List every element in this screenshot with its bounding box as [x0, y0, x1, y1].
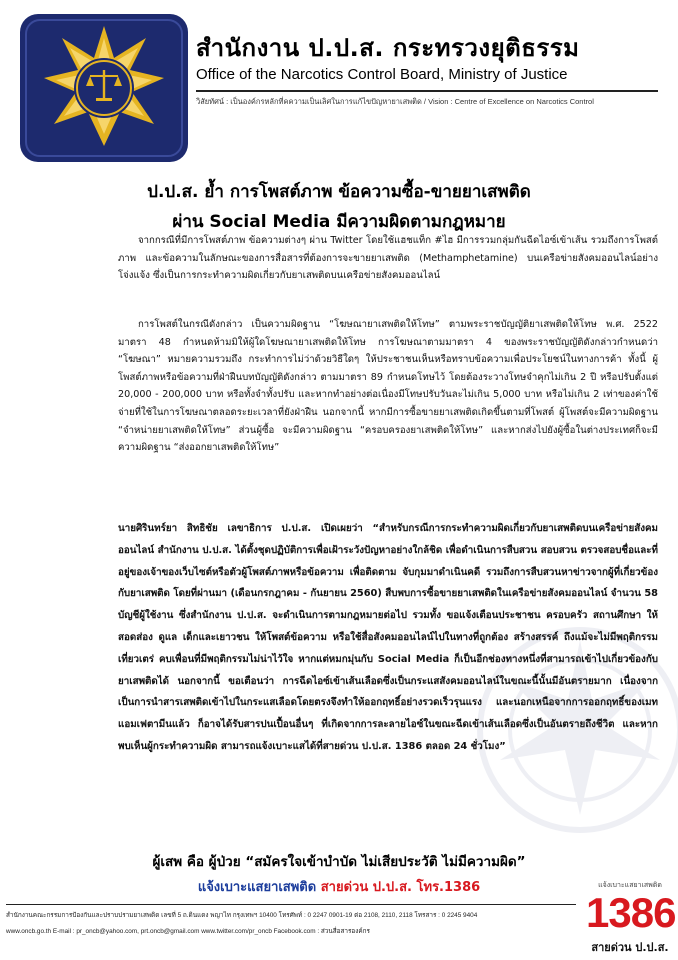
hotline-number: สายด่วน ป.ป.ส. โทร.1386: [320, 880, 481, 895]
slogan-line-2: [0, 876, 678, 897]
hotline-badge-sub-text: สายด่วน ป.ป.ส.: [591, 941, 669, 954]
body-paragraph-2-text: การโพสต์ในกรณีดังกล่าว เป็นความผิดฐาน “โฆษณายาเสพติดให้โทษ” ตามพระราชบัญญัติยาเสพติดให้โทษ พ.ศ. 2522 มาตรา 48 กำหนดห้ามมิให้ผู้ใดโฆษณายาเสพติดให้โทษ การโฆษณาตามมาตรา 4 ของพระราชบัญญัติดังกล่าวกำหนดว่า “โฆษณา” หมายความรวมถึง กระทำการไม่ว่าด้วยวิธีใดๆ ให้ประชาชนเห็นหรือทราบข้อความเพื่อประโยชน์ในทางการค้า ทั้งนี้ ผู้โพสต์ภาพหรือข้อความที่ฝ่าฝืนบทบัญญัติดังกล่าว ตามมาตรา 89 กำหนดโทษไว้ โดยต้องระวางโทษจำคุกไม่เกิน 2 ปี หรือปรับตั้งแต่ 20,000 - 200,000 บาท หรือทั้งจำทั้งปรับ และหากทำอย่างต่อเนื่องมีโทษปรับวันละไม่เกิน 5,000 บาท หรือไม่เกิน 2 เท่าของค่าใช้จ่ายที่ใช้ในการโฆษณาตลอดระยะเวลาที่ยังฝ่าฝืน นอกจากนี้ หากมีการซื้อขายยาเสพติดเกิดขึ้นตามที่โพสต์ ผู้โพสต์จะมีความผิดฐาน “จำหน่ายยาเสพติดให้โทษ” ส่วนผู้ซื้อ จะมีความผิดฐาน “ครอบครองยาเสพติดให้โทษ” และหากส่งไปยังผู้ซื้อในต่างประเทศก็จะมีความผิดฐาน “ส่งออกยาเสพติดให้โทษ”: [118, 319, 658, 454]
footer-contacts: www.oncb.go.th E-mail : pr_oncb@yahoo.com, prt.oncb@gmail.com www.twitter.com/pr_oncb Facebook.com : ส่วนสื่อสารองค์กร: [6, 928, 370, 935]
body-paragraph-3-text: นายศิรินทร์ยา สิทธิชัย เลขาธิการ ป.ป.ส. เปิดเผยว่า “สำหรับกรณีการกระทำความผิดเกี่ยวกับยาเสพติดบนเครือข่ายสังคมออนไลน์ สำนักงาน ป.ป.ส. ได้ตั้งชุดปฏิบัติการเพื่อเฝ้าระวังปัญหาอย่างใกล้ชิด เพื่อดำเนินการสืบสวน สอบสวน ตรวจสอบชื่อและที่อยู่ของเจ้าของเว็บไซต์หรือตัวผู้โพสต์ภาพหรือข้อความ เพื่อติดตาม จับกุมมาดำเนินคดี รวมถึงการสืบสวนหาข่าวจากผู้ที่เกี่ยวข้องกับยาเสพติด โดยที่ผ่านมา (เดือนกรกฎาคม - กันยายน 2560) สืบพบการซื้อขายยาเสพติดในเครือข่ายสังคมออนไลน์ จำนวน 58 บัญชีผู้ใช้งาน ซึ่งสำนักงาน ป.ป.ส. จะดำเนินการตามกฎหมายต่อไป รวมทั้ง ขอแจ้งเตือนประชาชน ครอบครัว สถานศึกษา ให้สอดส่อง ดูแล เด็กและเยาวชน ให้โพสต์ข้อความ หรือใช้สื่อสังคมออนไลน์ไปในทางที่ถูกต้อง สร้างสรรค์ ถึงแม้จะไม่มีพฤติกรรมเที่ยวเตร่ คบเพื่อนที่มีพฤติกรรมไม่น่าไว้ใจ หากแต่หมกมุ่นกับ Social Media ก็เป็นอีกช่องทางหนึ่งที่สามารถเข้าไปเกี่ยวข้องกับยาเสพติดได้ นอกจากนี้ ขอเตือนว่า การฉีดไอซ์เข้าเส้นเลือดซึ่งเป็นกระแสสังคมออนไลน์ในขณะนี้นั้นมีอันตรายมาก เนื่องจากเป็นการนำสารเสพติดเข้าไปในกระแสเลือดโดยตรงจึงทำให้ออกฤทธิ์อย่างรวดเร็วรุนแรง และนอกเหนือจากการออกฤทธิ์ของเมทแอมเฟตามีนแล้ว ก็อาจได้รับสารปนเปื้อนอื่นๆ ที่เกิดจากการละลายไอซ์ในขณะฉีดเข้าเส้นเลือดซึ่งเป็นอันตรายถึงชีวิต และหากพบเห็นผู้กระทำความผิด สามารถแจ้งเบาะแสได้ที่สายด่วน ป.ป.ส. 1386 ตลอด 24 ชั่วโมง”: [118, 523, 658, 752]
body-paragraph-1: [118, 232, 658, 285]
oncb-emblem: [18, 12, 190, 164]
body-paragraph-2: [118, 316, 658, 457]
header-divider: [196, 90, 658, 92]
headline-line-2: ผ่าน Social Media มีความผิดตามกฎหมาย: [172, 212, 506, 232]
hotline-badge-number: 1386: [586, 889, 676, 936]
org-name-english: Office of the Narcotics Control Board, Ministry of Justice: [196, 66, 568, 83]
hotline-badge: [586, 880, 674, 958]
slogan-line-1: ผู้เสพ คือ ผู้ป่วย “สมัครใจเข้าบำบัด ไม่เสียประวัติ ไม่มีความผิด”: [152, 854, 526, 870]
headline-line-1: ป.ป.ส. ย้ำ การโพสต์ภาพ ข้อความซื้อ-ขายยาเสพติด: [147, 182, 531, 202]
emblem-icon: [18, 12, 190, 164]
hotline-label: แจ้งเบาะแสยาเสพติด: [197, 880, 321, 895]
hotline-badge-top-text: แจ้งเบาะแสยาเสพติด: [598, 881, 662, 889]
footer-address: สำนักงานคณะกรรมการป้องกันและปราบปรามยาเสพติด เลขที่ 5 ถ.ดินแดง พญาไท กรุงเทพฯ 10400 โทรศัพท์ : 0 2247 0901-19 ต่อ 2108, 2110, 2118 โทรสาร : 0 2245 9404: [6, 912, 478, 919]
body-paragraph-1-text: จากกรณีที่มีการโพสต์ภาพ ข้อความต่างๆ ผ่าน Twitter โดยใช้แฮชแท็ก #ไฮ มีการรวมกลุ่มกันฉีดไอซ์เข้าเส้น รวมถึงการโพสต์ภาพ และข้อความในลักษณะของการสื่อสารที่ต้องการจะขายยาเสพติด (Methamphetamine) บนเครือข่ายสังคมออนไลน์อย่างโจ่งแจ้ง ซึ่งเป็นการกระทำความผิดเกี่ยวกับยาเสพติดบนเครือข่ายสังคมออนไลน์: [118, 235, 658, 282]
footer-divider: [6, 904, 576, 905]
vision-statement: วิสัยทัศน์ : เป็นองค์กรหลักที่คความเป็นเลิศในการแก้ไขปัญหายาเสพติด / Vision : Centre of Excellence on Narcotics Control: [196, 97, 594, 106]
org-name-thai: สำนักงาน ป.ป.ส. กระทรวงยุติธรรม: [196, 34, 580, 62]
body-paragraph-3: [118, 518, 658, 758]
